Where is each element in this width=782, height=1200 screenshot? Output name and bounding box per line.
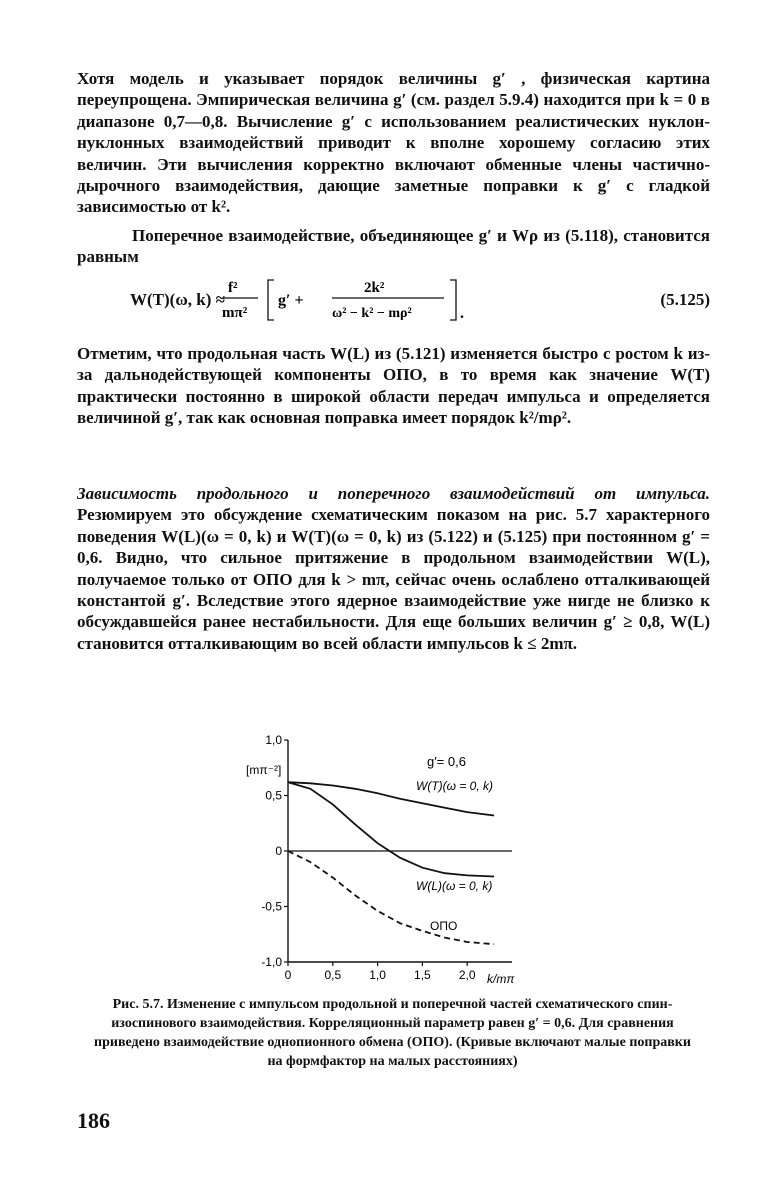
- chart-series: [288, 782, 494, 944]
- paragraph-4: [77, 483, 710, 654]
- equation-fraction-numerator: 2k²: [364, 280, 385, 296]
- page-number: 186: [77, 1108, 110, 1133]
- y-axis-label: [mπ⁻²]: [246, 763, 282, 777]
- chart-ticks: [261, 733, 476, 982]
- equation-end: .: [460, 305, 464, 322]
- x-tick-label: 0,5: [324, 968, 342, 982]
- series-label-longitudinal: W(L)(ω = 0, k): [416, 879, 493, 893]
- x-tick-label: 0: [284, 968, 292, 982]
- section-heading: Зависимость продольного и поперечного взаимодействий от импульса.: [77, 484, 710, 503]
- y-tick-label: -0,5: [261, 899, 282, 914]
- equation-left-bracket: [268, 280, 274, 320]
- equation-number: (5.125): [660, 290, 710, 309]
- x-tick-label: 2,0: [458, 968, 476, 982]
- figure-5-7-chart: [230, 728, 530, 990]
- paragraph-2: Поперечное взаимодействие, объединяющее g′ и Wρ из (5.118), становится равным: [77, 226, 710, 267]
- paragraph-3: Отметим, что продольная часть W(L) из (5.121) изменяется быстро с ростом k из-за дальнодействующей компоненты ОПО, в то время как значение W(T) практически постоянно в широкой области передач импульса и определяется величиной g′, так как основная поправка имеет порядок k²/mρ².: [77, 344, 710, 428]
- x-axis-label: k/mπ: [487, 972, 515, 986]
- equation-lhs: W(T)(ω, k) ≈: [130, 290, 225, 309]
- equation-right-bracket: [450, 280, 456, 320]
- y-tick-label: 0: [275, 844, 282, 858]
- paragraph-4-body: Резюмируем это обсуждение схематическим показом на рис. 5.7 характерного поведения W(L)(ω = 0, k) и W(T)(ω = 0, k) из (5.122) и (5.125) при постоянном g′ = 0,6. Видно, что сильное притяжение в продольном взаимодействии W(L), получаемое только от ОПО для k > mπ, сейчас очень ослаблено отталкивающей константой g′. Вследствие этого ядерное взаимодействие уже нигде не близко к обсуждавшейся ранее нестабильности. Для еще больших величин g′ ≥ 0,8, W(L) становится отталкивающим во всей области импульсов k ≤ 2mπ.: [77, 505, 710, 653]
- equation-body: [222, 278, 552, 322]
- series-label-transverse: W(T)(ω = 0, k): [416, 779, 494, 793]
- x-tick-label: 1,0: [369, 968, 386, 982]
- equation-g-term: g′ +: [278, 292, 304, 309]
- equation-prefactor-numerator: f²: [228, 280, 238, 296]
- series-label-ope: ОПО: [430, 919, 458, 933]
- y-tick-label: 0,5: [265, 788, 282, 803]
- y-tick-label: 1,0: [265, 733, 282, 747]
- chart-axes: [288, 740, 512, 962]
- y-tick-label: -1,0: [261, 955, 282, 969]
- figure-caption: Рис. 5.7. Изменение с импульсом продольной и поперечной частей схематического спин-изоспинового взаимодействия. Корреляционный параметр равен g′ = 0,6. Для сравнения приведено взаимодействие однопионного обмена (ОПО). (Кривые включают малые поправки на формфактор на малых расстояниях): [94, 997, 691, 1069]
- equation-fraction-denominator: ω² − k² − mρ²: [332, 306, 412, 321]
- parameter-label: g′= 0,6: [427, 754, 466, 769]
- equation-prefactor-denominator: mπ²: [222, 305, 248, 321]
- equation-5-125: [130, 278, 710, 322]
- series-line-ope: [288, 851, 494, 944]
- x-tick-label: 1,5: [414, 968, 431, 982]
- paragraph-1: Хотя модель и указывает порядок величины g′ , физическая картина переупрощена. Эмпирическая величина g′ (см. раздел 5.9.4) находится при k = 0 в диапазоне 0,7—0,8. Вычисление g′ с использованием реалистических нуклон-нуклонных взаимодействий приводит к вполне хорошему согласию этих величин. Эти вычисления корректно включают обменные члены частично-дырочного взаимодействия, дающие заметные поправки к g′ с гладкой зависимостью от k².: [77, 69, 710, 217]
